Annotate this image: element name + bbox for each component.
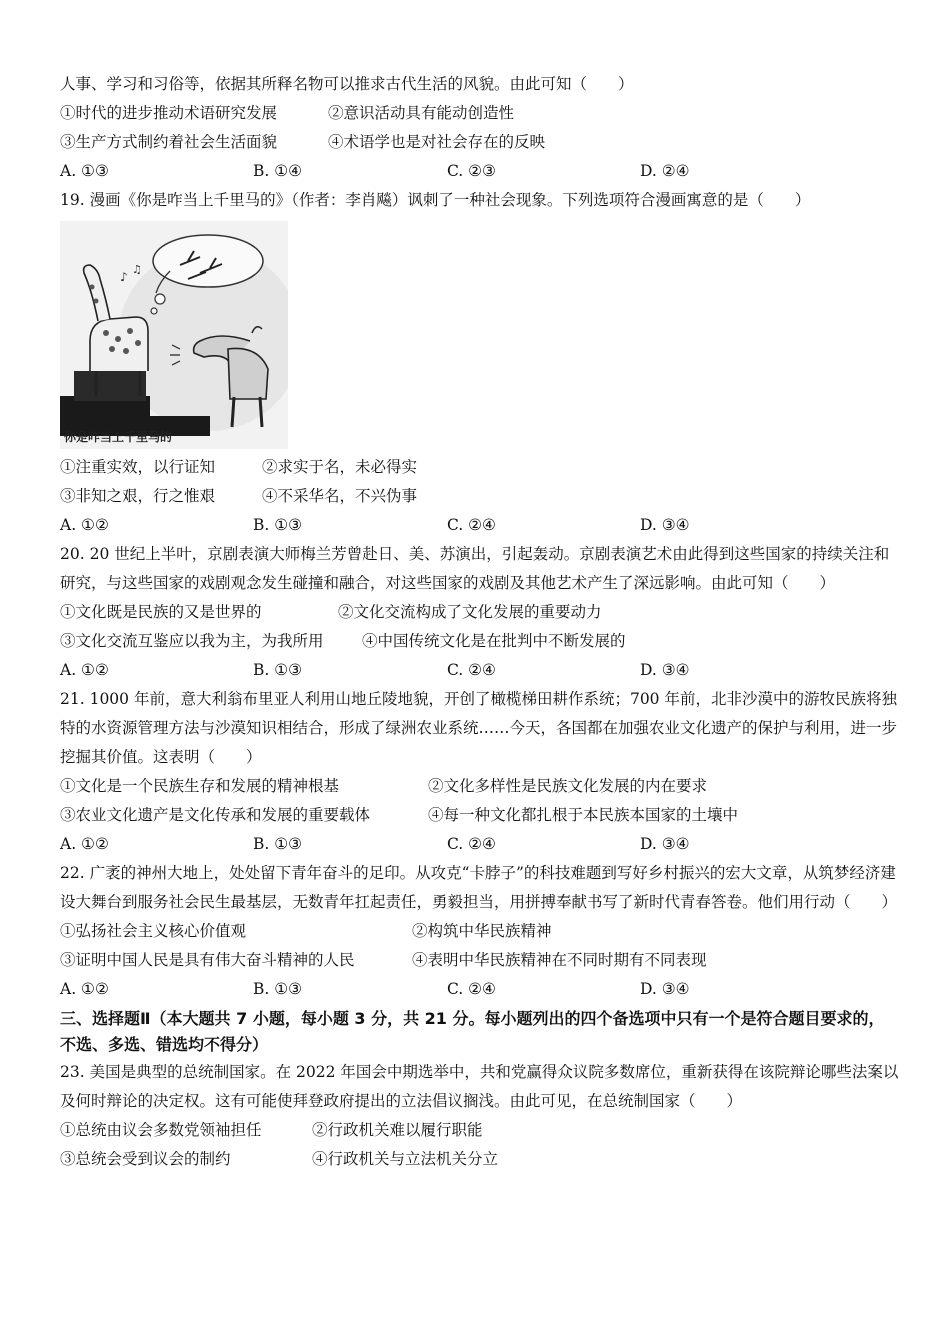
q19-option-2: ②求实于名，未必得实 <box>262 458 418 476</box>
exam-page <box>60 70 900 1174</box>
q23-option-4: ④行政机关与立法机关分立 <box>312 1150 499 1168</box>
q22-choice-d[interactable]: D. ③④ <box>640 980 690 998</box>
q19-choice-c[interactable]: C. ②④ <box>447 516 496 534</box>
q20-options-row2 <box>60 627 900 656</box>
q19-stem: 19. 漫画《你是咋当上千里马的》（作者：李肖飚）讽刺了一种社会现象。下列选项符合漫画寓意的是（ ） <box>60 191 811 209</box>
q20-choice-d[interactable]: D. ③④ <box>640 661 690 679</box>
q22-stem: 22. 广袤的神州大地上，处处留下青年奋斗的足印。从攻克“卡脖子”的科技难题到写好乡村振兴的宏大文章，从筑梦经济建设大舞台到服务社会民生最基层，无数青年扛起责任，勇毅担当，用拼搏奉献书写了新时代青春答卷。他们用行动（ ） <box>60 864 898 911</box>
q23-options-row1 <box>60 1116 900 1145</box>
q19-cartoon <box>60 221 288 449</box>
q21-choice-b[interactable]: B. ①③ <box>253 835 303 853</box>
q18-options-row2 <box>60 128 900 157</box>
q19-choice-b[interactable]: B. ①③ <box>253 516 303 534</box>
q22-option-3: ③证明中国人民是具有伟大奋斗精神的人民 <box>60 951 355 969</box>
q18-option-1: ①时代的进步推动术语研究发展 <box>60 104 278 122</box>
q22-option-2: ②构筑中华民族精神 <box>412 922 552 940</box>
q21-choice-c[interactable]: C. ②④ <box>447 835 496 853</box>
cartoon-illustration <box>60 221 288 449</box>
q20-option-3: ③文化交流互鉴应以我为主，为我所用 <box>60 632 324 650</box>
q19-options-row2 <box>60 482 900 511</box>
q21-option-1: ①文化是一个民族生存和发展的精神根基 <box>60 777 340 795</box>
q20-option-2: ②文化交流构成了文化发展的重要动力 <box>338 603 602 621</box>
q21-stem: 21. 1000 年前，意大利翁布里亚人利用山地丘陵地貌，开创了橄榄梯田耕作系统；700 年前，北非沙漠中的游牧民族将独特的水资源管理方法与沙漠知识相结合，形成了绿洲农业系统……今天，各国都在加强农业文化遗产的保护与利用，进一步挖掘其价值。这表明（ ） <box>60 690 898 766</box>
q22-choices <box>60 975 900 1004</box>
q19-option-3: ③非知之艰，行之惟艰 <box>60 487 216 505</box>
q18-option-2: ②意识活动具有能动创造性 <box>328 104 515 122</box>
q21-option-2: ②文化多样性是民族文化发展的内在要求 <box>428 777 708 795</box>
q20-stem: 20. 20 世纪上半叶，京剧表演大师梅兰芳曾赴日、美、苏演出，引起轰动。京剧表演艺术由此得到这些国家的持续关注和研究，与这些国家的戏剧观念发生碰撞和融合，对这些国家的戏剧及其他艺术产生了深远影响。由此可知（ ） <box>60 545 890 592</box>
q18-choice-d[interactable]: D. ②④ <box>640 162 690 180</box>
q18-choice-a[interactable]: A. ①③ <box>60 162 109 180</box>
q18-option-4: ④术语学也是对社会存在的反映 <box>328 133 546 151</box>
q22-choice-c[interactable]: C. ②④ <box>447 980 496 998</box>
q21-option-3: ③农业文化遗产是文化传承和发展的重要载体 <box>60 806 371 824</box>
q19-option-1: ①注重实效，以行证知 <box>60 458 216 476</box>
svg-text:♫: ♫ <box>132 263 142 276</box>
q18-choices <box>60 157 900 186</box>
q20-option-4: ④中国传统文化是在批判中不断发展的 <box>362 632 626 650</box>
q18-options-row1 <box>60 99 900 128</box>
q21-choice-d[interactable]: D. ③④ <box>640 835 690 853</box>
q23-stem: 23. 美国是典型的总统制国家。在 2022 年国会中期选举中，共和党赢得众议院多数席位，重新获得在该院辩论哪些法案以及何时辩论的决定权。这有可能使拜登政府提出的立法倡议搁浅。由此可见，在总统制国家（ ） <box>60 1063 899 1110</box>
q20-choice-b[interactable]: B. ①③ <box>253 661 303 679</box>
cartoon-caption: 你是咋当上千里马的 <box>64 430 173 444</box>
q18-option-3: ③生产方式制约着社会生活面貌 <box>60 133 278 151</box>
q22-option-1: ①弘扬社会主义核心价值观 <box>60 922 247 940</box>
q22-choice-a[interactable]: A. ①② <box>60 980 109 998</box>
q23-option-3: ③总统会受到议会的制约 <box>60 1150 231 1168</box>
q18-choice-b[interactable]: B. ①④ <box>253 162 303 180</box>
q23-option-1: ①总统由议会多数党领袖担任 <box>60 1121 262 1139</box>
q19-choice-a[interactable]: A. ①② <box>60 516 109 534</box>
q22-options-row2 <box>60 946 900 975</box>
q20-choices <box>60 656 900 685</box>
q21-options-row1 <box>60 772 900 801</box>
q19-choices <box>60 511 900 540</box>
q21-choices <box>60 830 900 859</box>
q18-stem-tail: 人事、学习和习俗等，依据其所释名物可以推求古代生活的风貌。由此可知（ ） <box>60 75 634 93</box>
q21-options-row2 <box>60 801 900 830</box>
q20-options-row1 <box>60 598 900 627</box>
section-3-heading: 三、选择题Ⅱ（本大题共 7 小题，每小题 3 分，共 21 分。每小题列出的四个备选项中只有一个是符合题目要求的，不选、多选、错选均不得分） <box>60 1009 885 1054</box>
q21-option-4: ④每一种文化都扎根于本民族本国家的土壤中 <box>428 806 739 824</box>
q22-option-4: ④表明中华民族精神在不同时期有不同表现 <box>412 951 707 969</box>
q21-choice-a[interactable]: A. ①② <box>60 835 109 853</box>
q19-option-4: ④不采华名，不兴伪事 <box>262 487 418 505</box>
q18-choice-c[interactable]: C. ②③ <box>447 162 496 180</box>
q20-choice-c[interactable]: C. ②④ <box>447 661 496 679</box>
q23-options-row2 <box>60 1145 900 1174</box>
q22-choice-b[interactable]: B. ①③ <box>253 980 303 998</box>
svg-text:♪: ♪ <box>120 270 128 284</box>
q20-choice-a[interactable]: A. ①② <box>60 661 109 679</box>
q19-choice-d[interactable]: D. ③④ <box>640 516 690 534</box>
q19-options-row1 <box>60 453 900 482</box>
q20-option-1: ①文化既是民族的又是世界的 <box>60 603 262 621</box>
q23-option-2: ②行政机关难以履行职能 <box>312 1121 483 1139</box>
q22-options-row1 <box>60 917 900 946</box>
